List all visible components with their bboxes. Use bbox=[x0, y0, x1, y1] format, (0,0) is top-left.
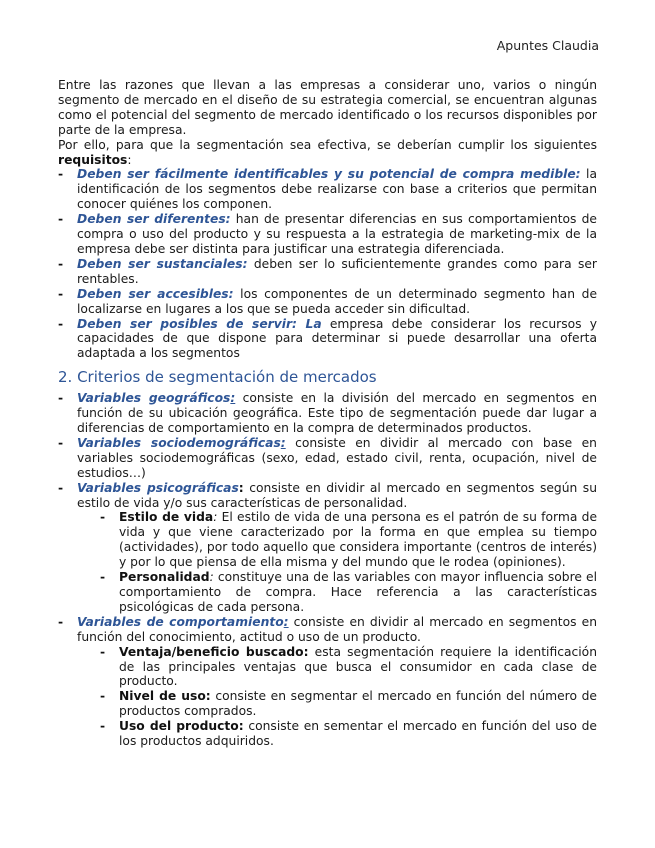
criterio-title: Variables geográficos bbox=[77, 391, 231, 406]
requisitos-intro-text: Por ello, para que la segmentación sea efectiva, se deberían cumplir los siguientes bbox=[58, 137, 597, 152]
list-item bbox=[58, 212, 597, 257]
requisito-text: han de presentar diferencias en sus comportamientos de compra o uso del producto y su respuesta a la estrategia de marketing-mix de la empresa debe ser distinta para justificar una estrategia diferenciada. bbox=[77, 212, 597, 256]
document-body bbox=[58, 78, 597, 749]
subcriterio-text: consiste en segmentar el mercado en función del número de productos comprados. bbox=[119, 689, 597, 719]
criterio-separator: : bbox=[230, 391, 236, 406]
list-item bbox=[96, 510, 597, 570]
list-item bbox=[96, 719, 597, 749]
dash-bullet-icon: - bbox=[58, 286, 64, 301]
intro-paragraph: Entre las razones que llevan a las empresas a considerar uno, varios o ningún segmento de mercado en el diseño de su estrategia comercial, se encuentran algunas como el potencial del segmento de mercado identificado o los recursos disponibles por parte de la empresa. bbox=[58, 78, 597, 137]
criterio-title: Variables de comportamiento bbox=[77, 614, 284, 629]
dash-bullet-icon: - bbox=[58, 614, 64, 629]
requisito-title: Deben ser fácilmente identificables y su potencial de compra medible: bbox=[77, 167, 581, 182]
dash-bullet-icon: - bbox=[100, 719, 106, 734]
criterio-text: consiste en dividir al mercado en segmentos según su estilo de vida y/o sus características de personalidad. bbox=[77, 480, 597, 510]
list-item bbox=[58, 391, 597, 436]
dash-bullet-icon: - bbox=[58, 167, 64, 182]
criterio-title: Variables psicográficas bbox=[77, 480, 239, 495]
page-header-author: Apuntes Claudia bbox=[496, 38, 599, 53]
subcriterio-term: Personalidad bbox=[119, 570, 210, 585]
criterios-list bbox=[58, 391, 597, 749]
dash-bullet-icon: - bbox=[58, 212, 64, 227]
list-item bbox=[58, 257, 597, 287]
dash-bullet-icon: - bbox=[58, 480, 64, 495]
requisitos-keyword: requisitos bbox=[58, 152, 128, 167]
criterio-text: consiste en la división del mercado en segmentos en función de su ubicación geográfica. Este tipo de segmentación puede dar lugar a diferencias de comportamiento en la compra de determinados productos. bbox=[77, 391, 597, 436]
requisito-text: deben ser lo suficientemente grandes como para ser rentables. bbox=[77, 256, 597, 286]
dash-bullet-icon: - bbox=[100, 644, 106, 659]
list-item bbox=[58, 615, 597, 749]
comportamiento-sublist bbox=[77, 645, 597, 749]
requisito-title: Deben ser diferentes: bbox=[77, 212, 231, 227]
requisitos-intro bbox=[58, 138, 597, 168]
subcriterio-text: consiste en sementar el mercado en función del uso de los productos adquiridos. bbox=[119, 719, 597, 749]
subcriterio-text: esta segmentación requiere la identificación de las principales ventajas que busca el consumidor en cada clase de producto. bbox=[119, 644, 597, 689]
subcriterio-separator: : bbox=[213, 510, 218, 525]
criterio-title: Variables sociodemográficas bbox=[77, 435, 281, 450]
list-item bbox=[58, 317, 597, 362]
criterio-text: consiste en dividir al mercado en segmentos en función del conocimiento, actitud o uso de un producto. bbox=[77, 614, 598, 644]
dash-bullet-icon: - bbox=[58, 435, 64, 450]
subcriterio-term: Nivel de uso: bbox=[119, 689, 211, 704]
psicograficas-sublist bbox=[77, 510, 597, 614]
list-item bbox=[96, 570, 597, 615]
criterio-separator: : bbox=[283, 614, 289, 629]
list-item bbox=[58, 436, 597, 481]
list-item bbox=[58, 481, 597, 615]
criterio-text: consiste en dividir al mercado con base en variables sociodemográficas (sexo, edad, estado civil, renta, ocupación, nivel de estudios…) bbox=[77, 435, 597, 480]
list-item bbox=[96, 689, 597, 719]
requisito-title: Deben ser accesibles: bbox=[77, 286, 234, 301]
subcriterio-term: Ventaja/beneficio buscado: bbox=[119, 644, 309, 659]
criterio-separator: : bbox=[238, 480, 244, 495]
requisito-title: Deben ser sustanciales: bbox=[77, 256, 248, 271]
dash-bullet-icon: - bbox=[58, 316, 64, 331]
list-item bbox=[58, 167, 597, 212]
list-item bbox=[96, 645, 597, 690]
subcriterio-term: Uso del producto: bbox=[119, 719, 244, 734]
dash-bullet-icon: - bbox=[100, 570, 106, 585]
section-heading: 2. Criterios de segmentación de mercados bbox=[58, 368, 377, 387]
requisitos-list bbox=[58, 167, 597, 361]
list-item bbox=[58, 287, 597, 317]
subcriterio-term: Estilo de vida bbox=[119, 510, 214, 525]
dash-bullet-icon: - bbox=[58, 391, 64, 406]
requisito-text: empresa debe considerar los recursos y capacidades de que dispone para determinar si puede desarrollar una oferta adaptada a los segmentos bbox=[77, 316, 597, 361]
subcriterio-text: El estilo de vida de una persona es el patrón de su forma de vida y que viene caracterizado por la forma en que emplea su tiempo (actividades), por todo aquello que considera importante (centros de interés) y por lo que piensa de ella misma y del mundo que le rodea (opiniones). bbox=[119, 510, 598, 570]
requisitos-colon: : bbox=[127, 152, 132, 167]
subcriterio-separator: : bbox=[209, 570, 214, 585]
requisito-text: los componentes de un determinado segmento han de localizarse en lugares a los que se pueda acceder sin dificultad. bbox=[77, 286, 598, 316]
requisito-title: Deben ser posibles de servir: La bbox=[77, 316, 322, 331]
criterio-separator: : bbox=[280, 435, 286, 450]
dash-bullet-icon: - bbox=[100, 510, 106, 525]
dash-bullet-icon: - bbox=[58, 256, 64, 271]
dash-bullet-icon: - bbox=[100, 689, 106, 704]
subcriterio-text: constituye una de las variables con mayor influencia sobre el comportamiento de compra. Hace referencia a las características psicológicas de cada persona. bbox=[119, 570, 597, 614]
requisito-text: la identificación de los segmentos debe realizarse con base a criterios que permitan conocer quiénes los componen. bbox=[77, 167, 597, 212]
